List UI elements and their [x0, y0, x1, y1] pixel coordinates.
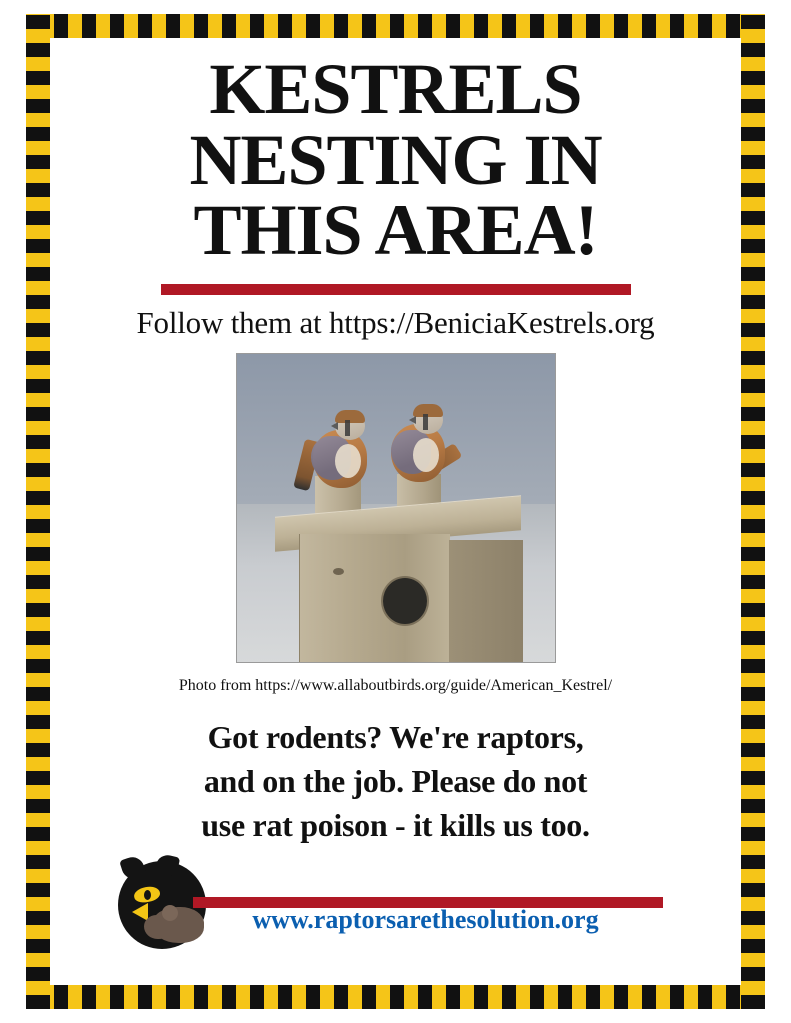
kestrel-beak [409, 416, 416, 424]
message-line-2: and on the job. Please do not [203, 762, 588, 799]
border-edge-left [26, 14, 50, 1009]
border-edge-right [741, 14, 765, 1009]
red-divider-top [161, 284, 631, 295]
poster-content [50, 38, 741, 985]
nest-box-knot [333, 568, 344, 575]
kestrel-face-stripe [345, 420, 350, 436]
headline-line-1: KESTRELS [209, 49, 582, 129]
kestrel-breast [413, 438, 439, 472]
kestrel-photo [236, 353, 556, 663]
photo-kestrel-right [383, 404, 463, 484]
page-title [50, 49, 741, 271]
nest-box-side [449, 540, 523, 663]
kestrel-cap [335, 410, 365, 423]
headline-line-2: NESTING IN [189, 119, 602, 200]
kestrel-beak [331, 422, 338, 430]
kestrel-face-stripe [423, 414, 428, 430]
footer-url[interactable]: www.raptorsarethesolution.org [252, 905, 599, 935]
kestrel-breast [335, 444, 361, 478]
message-line-1: Got rodents? We're raptors, [207, 718, 584, 755]
headline-line-3: THIS AREA! [193, 190, 598, 271]
photo-credit: Photo from https://www.allaboutbirds.org/guide/American_Kestrel/ [178, 676, 613, 694]
nest-box-front [299, 534, 450, 663]
message-line-3: use rat poison - it kills us too. [201, 806, 590, 843]
nest-box-entrance-hole [383, 578, 427, 624]
kestrel-cap [413, 404, 443, 417]
follow-link-text[interactable]: Follow them at https://BeniciaKestrels.org [136, 304, 655, 340]
photo-kestrel-left [301, 410, 381, 490]
message-text [126, 715, 666, 847]
footer [50, 857, 741, 953]
